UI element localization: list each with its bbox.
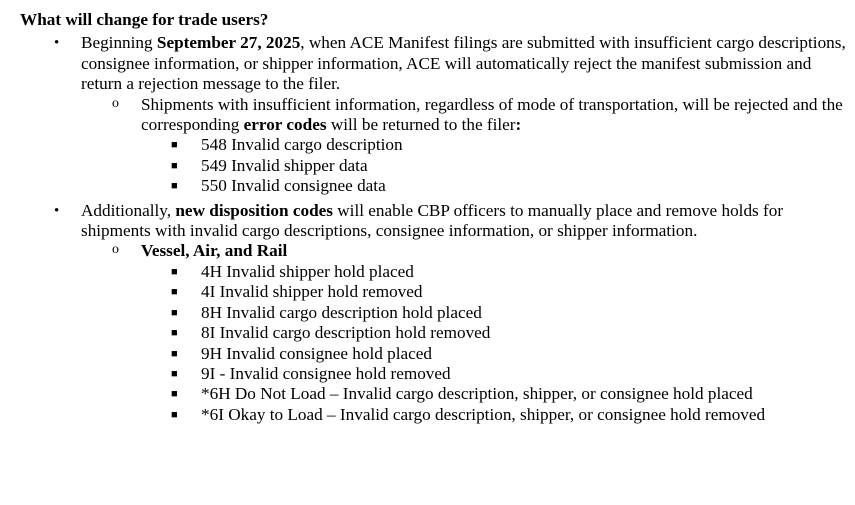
error-code-text: 549 Invalid shipper data [201,155,368,175]
bullet-marker: • [54,35,60,52]
disposition-code-text: 9I - Invalid consignee hold removed [201,363,451,383]
square-bullet-marker: ■ [171,327,178,340]
list-item-disposition-code [20,323,850,343]
disposition-code-text: *6I Okay to Load – Invalid cargo description, shipper, or consignee hold removed [201,404,766,424]
error-code-text: 548 Invalid cargo description [201,135,403,155]
section-heading: What will change for trade users? [20,10,269,29]
sub-bullet-text: Shipments with insufficient information, regardless of mode of transportation, will be rejected and the corresponding [141,94,843,135]
disposition-code-text: *6H Do Not Load – Invalid cargo description, shipper, or consignee hold placed [201,384,753,404]
disposition-code-text: 4H Invalid shipper hold placed [201,261,414,281]
error-codes-term: error codes [243,115,327,135]
square-bullet-marker: ■ [171,180,178,193]
disposition-code-text: 9H Invalid consignee hold placed [201,343,433,363]
square-bullet-marker: ■ [171,139,178,152]
list-item-error-code [20,135,850,155]
list-item-disposition-code [20,344,850,364]
sub-bullet-text: will be returned to the filer [326,115,516,135]
bullet-item-disposition [20,201,850,242]
list-item-disposition-code [20,384,850,404]
list-item-disposition-code [20,282,850,302]
colon: : [515,115,522,135]
list-item-disposition-code [20,405,850,425]
square-bullet-marker: ■ [171,408,178,421]
list-item-error-code [20,176,850,196]
sub-bullet-marker: o [112,95,119,111]
error-codes-list [20,135,850,196]
document [20,10,850,425]
square-bullet-marker: ■ [171,367,178,380]
bullet-text: will enable CBP officers to manually place and remove holds for shipments with invalid cargo descriptions, consignee information, or shipper information. [81,200,784,241]
sub-bullet-item-shipments [20,95,850,136]
square-bullet-marker: ■ [171,286,178,299]
error-code-text: 550 Invalid consignee data [201,176,386,196]
disposition-code-text: 4I Invalid shipper hold removed [201,282,423,302]
list-item-disposition-code [20,303,850,323]
disposition-codes-list [20,262,850,425]
sub-bullet-marker: o [112,242,119,258]
square-bullet-marker: ■ [171,265,178,278]
disposition-code-text: 8H Invalid cargo description hold placed [201,302,482,322]
sub-bullet-item-modes [20,241,850,261]
square-bullet-marker: ■ [171,306,178,319]
disposition-code-text: 8I Invalid cargo description hold removed [201,323,491,343]
bullet-item-rejection [20,33,850,94]
square-bullet-marker: ■ [171,159,178,172]
square-bullet-marker: ■ [171,388,178,401]
disposition-codes-term: new disposition codes [175,200,333,220]
list-item-disposition-code [20,262,850,282]
effective-date: September 27, 2025 [156,33,301,53]
list-item-disposition-code [20,364,850,384]
bullet-marker: • [54,202,60,219]
square-bullet-marker: ■ [171,347,178,360]
list-item-error-code [20,156,850,176]
bullet-text: , when ACE Manifest filings are submitted with insufficient cargo descriptions, consignee information, or shipper information, ACE will automatically reject the manifest submission and return a rejection message to the filer. [81,33,846,94]
transport-modes-label: Vessel, Air, and Rail [141,241,288,261]
bullet-text: Beginning [81,33,157,53]
bullet-text: Additionally, [81,200,176,220]
